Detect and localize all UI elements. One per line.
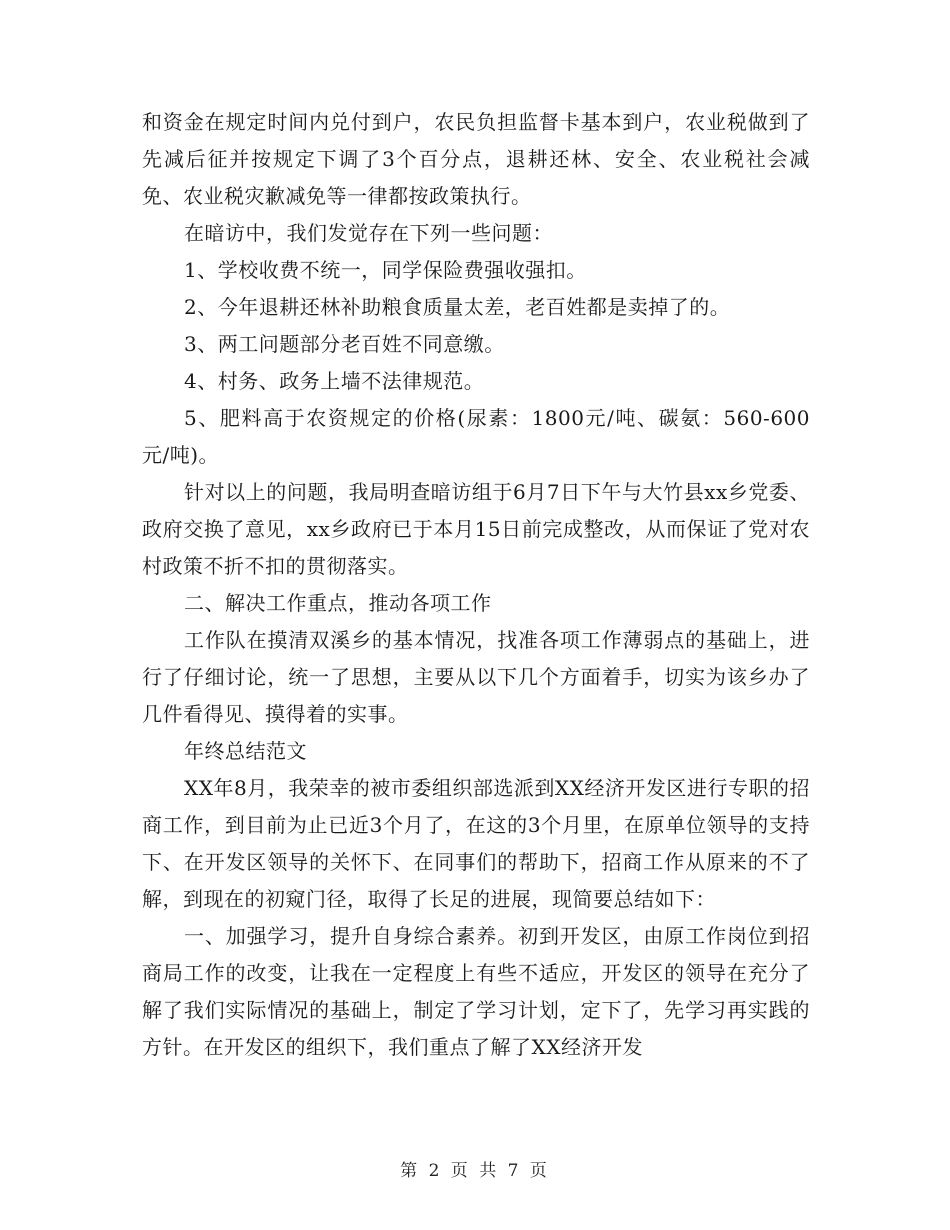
paragraph-study: 一、加强学习，提升自身综合素养。初到开发区，由原工作岗位到招商局工作的改变，让我在一定程度上有些不适应，开发区的领导在充分了解了我们实际情况的基础上，制定了学习计划，定下了，先学习再实践的方针。在开发区的组织下，我们重点了解了XX经济开发 <box>142 924 810 1059</box>
list-item-1: 1、学校收费不统一，同学保险费强收强扣。 <box>184 258 587 282</box>
document-subtitle: 年终总结范文 <box>184 739 307 763</box>
list-item-4: 4、村务、政务上墙不法律规范。 <box>184 369 485 393</box>
paragraph-issues-intro: 在暗访中，我们发觉存在下列一些问题： <box>184 221 553 245</box>
document-body <box>142 104 810 1066</box>
paragraph-intro: XX年8月，我荣幸的被市委组织部选派到XX经济开发区进行专职的招商工作，到目前为止已近3个月了，在这的3个月里，在原单位领导的支持下、在开发区领导的关怀下、在同事们的帮助下，招商工作从原来的不了解，到现在的初窥门径，取得了长足的进展，现简要总结如下： <box>142 776 810 911</box>
list-item-3: 3、两工问题部分老百姓不同意缴。 <box>184 332 505 356</box>
section-heading-2: 二、解决工作重点，推动各项工作 <box>184 591 492 615</box>
list-item-2: 2、今年退耕还林补助粮食质量太差，老百姓都是卖掉了的。 <box>184 295 731 319</box>
page-number-footer: 第 2 页 共 7 页 <box>400 1161 550 1181</box>
list-item-5: 5、肥料高于农资规定的价格(尿素：1800元/吨、碳氨：560-600元/吨)。 <box>142 406 810 467</box>
paragraph-work-team: 工作队在摸清双溪乡的基本情况，找准各项工作薄弱点的基础上，进行了仔细讨论，统一了思想，主要从以下几个方面着手，切实为该乡办了几件看得见、摸得着的实事。 <box>142 628 810 726</box>
paragraph-rectification: 针对以上的问题，我局明查暗访组于6月7日下午与大竹县xx乡党委、政府交换了意见，xx乡政府已于本月15日前完成整改，从而保证了党对农村政策不折不扣的贯彻落实。 <box>142 480 810 578</box>
paragraph-continuation: 和资金在规定时间内兑付到户，农民负担监督卡基本到户，农业税做到了先减后征并按规定下调了3个百分点，退耕还林、安全、农业税社会减免、农业税灾歉减免等一律都按政策执行。 <box>142 110 810 208</box>
